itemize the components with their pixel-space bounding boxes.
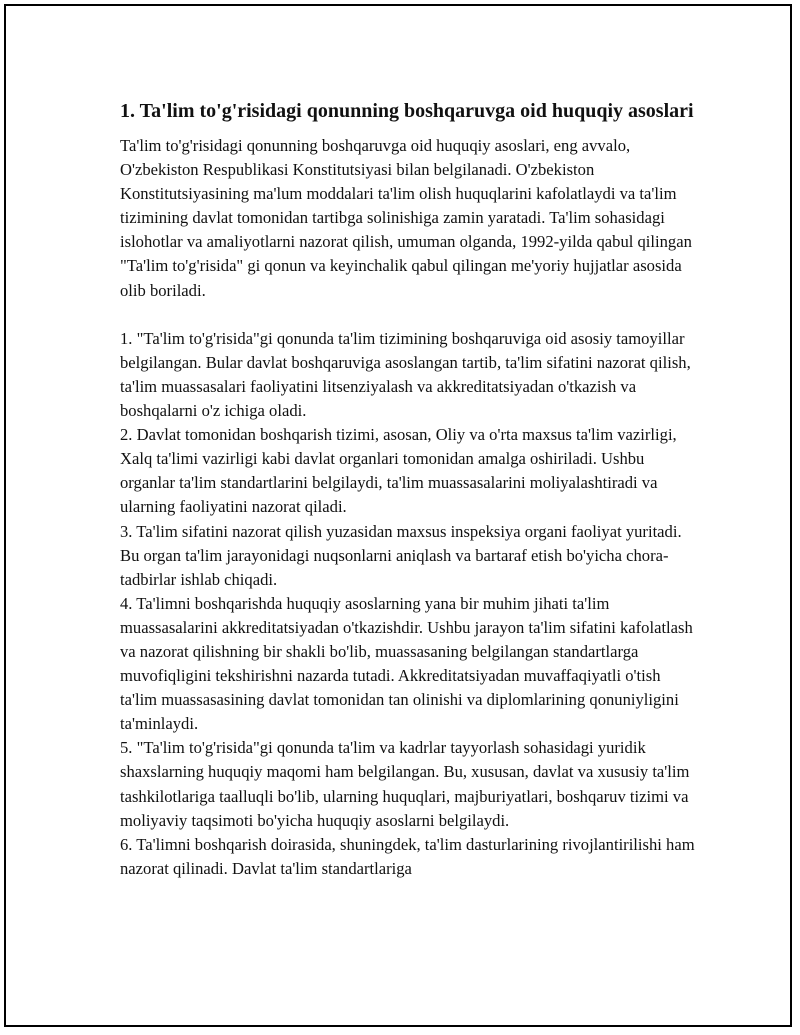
list-item-2: 2. Davlat tomonidan boshqarish tizimi, asosan, Oliy va o'rta maxsus ta'lim vazirligi, Xalq ta'limi vazirligi kabi davlat organlari tomonidan amalga oshiriladi. Ushbu organlar ta'lim standartlarini belgilaydi, ta'lim muassasalarini moliyalashtiradi va ularning faoliyatini nazorat qiladi. <box>120 425 677 517</box>
list-item-3: 3. Ta'lim sifatini nazorat qilish yuzasidan maxsus inspeksiya organi faoliyat yuritadi. Bu organ ta'lim jarayonidagi nuqsonlarni aniqlash va bartaraf etish bo'yicha chora-tadbirlar ishlab chiqadi. <box>120 521 682 589</box>
list-item-1: 1. "Ta'lim to'g'risida"gi qonunda ta'lim tizimining boshqaruviga oid asosiy tamoyillar belgilangan. Bular davlat boshqaruviga asoslangan tartib, ta'lim sifatini nazorat qilish, ta'lim muassasalari faoliyatini litsenziyalash va akkreditatsiyadan o'tkazish va boshqalarni o'z ichiga oladi. <box>120 328 691 421</box>
document-page <box>4 4 792 1027</box>
document-content <box>120 98 700 881</box>
list-item-5: 5. "Ta'lim to'g'risida"gi qonunda ta'lim va kadrlar tayyorlash sohasidagi yuridik shaxslarning huquqiy maqomi ham belgilangan. Bu, xususan, davlat va xususiy ta'lim tashkilotlariga taalluqli bo'lib, ularning huquqlari, majburiyatlari, boshqaruv tizimi va moliyaviy taqsimoti bo'yicha huquqiy asoslarni belgilaydi. <box>120 738 690 830</box>
paragraph-spacer <box>120 303 700 327</box>
section-heading: 1. Ta'lim to'g'risidagi qonunning boshqaruvga oid huquqiy asoslari <box>120 100 694 122</box>
list-item-6: 6. Ta'limni boshqarish doirasida, shuningdek, ta'lim dasturlarining rivojlantirilishi ham nazorat qilinadi. Davlat ta'lim standartlariga <box>120 834 695 878</box>
list-item-4: 4. Ta'limni boshqarishda huquqiy asoslarning yana bir muhim jihati ta'lim muassasalarini akkreditatsiyadan o'tkazishdir. Ushbu jarayon ta'lim sifatini kafolatlash va nazorat qilishning bir shakli bo'lib, muassasaning belgilangan standartlarga muvofiqligini tekshirishni nazarda tutadi. Akkreditatsiyadan muvaffaqiyatli o'tish ta'lim muassasasining davlat tomonidan tan olinishi va diplomlarining qonuniyligini ta'minlaydi. <box>120 593 693 734</box>
intro-paragraph: Ta'lim to'g'risidagi qonunning boshqaruvga oid huquqiy asoslari, eng avvalo, O'zbekiston Respublikasi Konstitutsiyasi bilan belgilanadi. O'zbekiston Konstitutsiyasining ma'lum moddalari ta'lim olish huquqlarini kafolatlaydi va ta'lim tizimining davlat tomonidan tartibga solinishiga zamin yaratadi. Ta'lim sohasidagi islohotlar va amaliyotlarni nazorat qilish, umuman olganda, 1992-yilda qabul qilingan "Ta'lim to'g'risida" gi qonun va keyinchalik qabul qilingan me'yoriy hujjatlar asosida olib boriladi. <box>120 136 692 300</box>
